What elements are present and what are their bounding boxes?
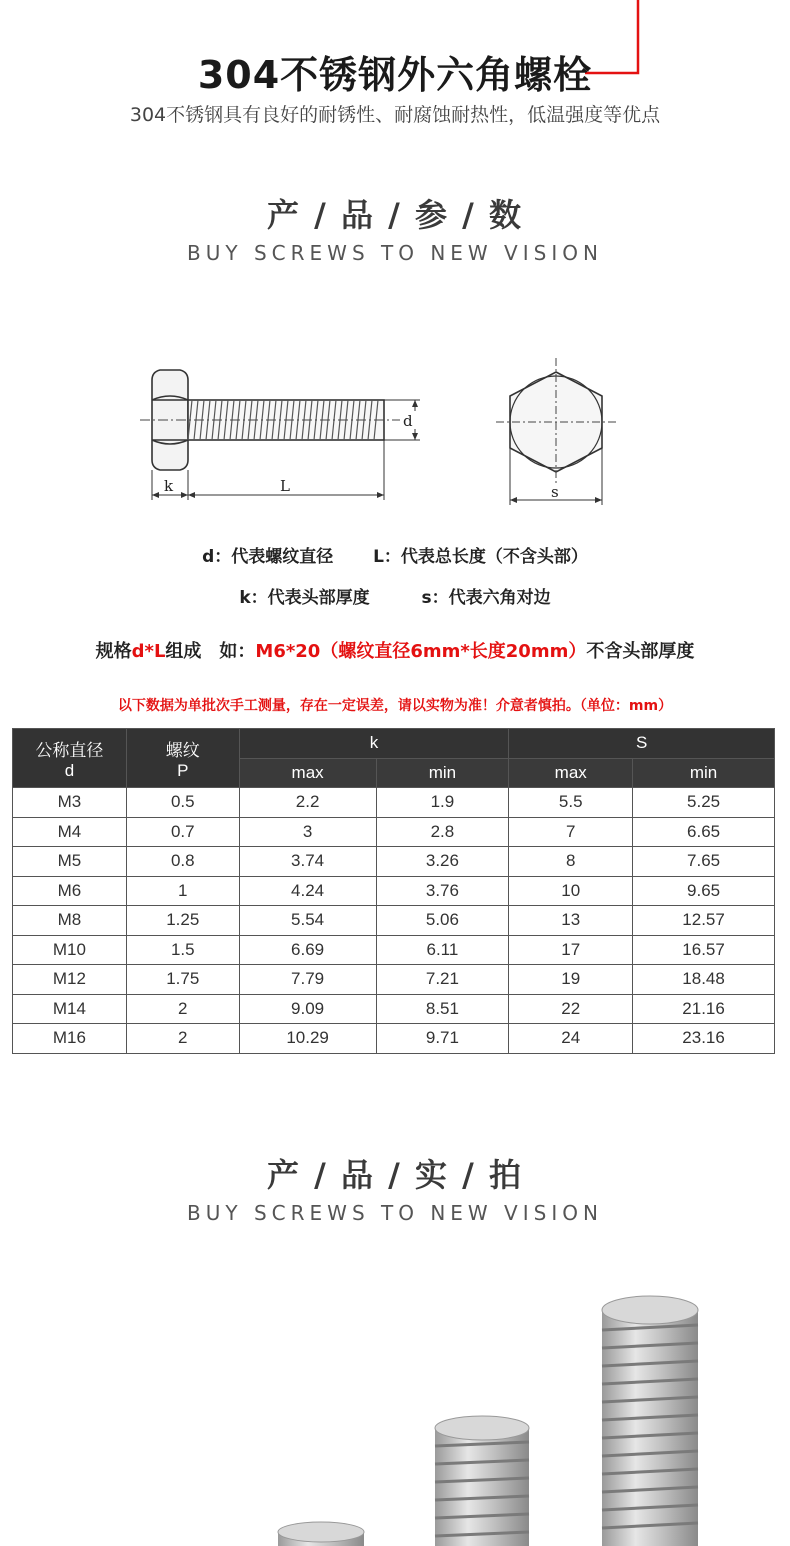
cell-pitch: 0.8 bbox=[126, 847, 239, 877]
table-row bbox=[13, 847, 775, 877]
header-k-min: min bbox=[376, 758, 509, 788]
cell-s-max: 8 bbox=[509, 847, 633, 877]
cell-diameter: M16 bbox=[13, 1024, 127, 1054]
cell-k-min: 5.06 bbox=[376, 906, 509, 936]
cell-s-min: 23.16 bbox=[633, 1024, 775, 1054]
label-d: d bbox=[403, 412, 413, 430]
cell-diameter: M6 bbox=[13, 876, 127, 906]
header-diameter-label: 公称直径 bbox=[35, 740, 104, 760]
cell-s-max: 19 bbox=[509, 965, 633, 995]
spec-description bbox=[0, 637, 790, 663]
cell-pitch: 0.5 bbox=[126, 788, 239, 818]
bolt-large bbox=[602, 1296, 698, 1546]
cell-k-min: 8.51 bbox=[376, 994, 509, 1024]
cell-s-max: 13 bbox=[509, 906, 633, 936]
measurement-note: 以下数据为单批次手工测量，存在一定误差，请以实物为准！介意者慎拍。（单位：mm） bbox=[117, 698, 673, 714]
cell-diameter: M5 bbox=[13, 847, 127, 877]
cell-pitch: 1.25 bbox=[126, 906, 239, 936]
header-k: k bbox=[239, 729, 509, 759]
header-diameter-symbol: d bbox=[64, 760, 75, 780]
cell-k-min: 3.26 bbox=[376, 847, 509, 877]
cell-s-max: 24 bbox=[509, 1024, 633, 1054]
cell-k-max: 9.09 bbox=[239, 994, 376, 1024]
cell-diameter: M12 bbox=[13, 965, 127, 995]
cell-k-max: 3 bbox=[239, 817, 376, 847]
cell-s-min: 18.48 bbox=[633, 965, 775, 995]
spec-suffix: 不含头部厚度 bbox=[586, 641, 695, 662]
definition-k: k：代表头部厚度 bbox=[239, 588, 370, 608]
bolt-small bbox=[278, 1522, 364, 1546]
table-row bbox=[13, 935, 775, 965]
definition-s: s：代表六角对边 bbox=[421, 588, 551, 608]
cell-k-max: 2.2 bbox=[239, 788, 376, 818]
spec-prefix: 规格 bbox=[95, 641, 132, 662]
table-row bbox=[13, 1024, 775, 1054]
cell-pitch: 1.5 bbox=[126, 935, 239, 965]
definitions-row-1 bbox=[0, 542, 790, 567]
cell-s-max: 17 bbox=[509, 935, 633, 965]
page-title: 304不锈钢外六角螺栓 bbox=[197, 53, 593, 97]
cell-s-max: 5.5 bbox=[509, 788, 633, 818]
header-pitch-label: 螺纹 bbox=[165, 740, 200, 760]
cell-pitch: 2 bbox=[126, 1024, 239, 1054]
cell-diameter: M14 bbox=[13, 994, 127, 1024]
cell-s-max: 7 bbox=[509, 817, 633, 847]
spec-middle: 组成 如： bbox=[165, 641, 256, 662]
cell-k-min: 7.21 bbox=[376, 965, 509, 995]
cell-k-max: 10.29 bbox=[239, 1024, 376, 1054]
label-L: L bbox=[280, 477, 290, 495]
cell-k-min: 1.9 bbox=[376, 788, 509, 818]
spec-example: M6*20（螺纹直径6mm*长度20mm） bbox=[255, 641, 587, 662]
definition-L: L：代表总长度（不含头部） bbox=[373, 547, 588, 567]
cell-k-max: 6.69 bbox=[239, 935, 376, 965]
cell-k-max: 5.54 bbox=[239, 906, 376, 936]
cell-diameter: M3 bbox=[13, 788, 127, 818]
table-row bbox=[13, 788, 775, 818]
cell-s-min: 5.25 bbox=[633, 788, 775, 818]
cell-diameter: M10 bbox=[13, 935, 127, 965]
cell-k-min: 2.8 bbox=[376, 817, 509, 847]
cell-k-min: 3.76 bbox=[376, 876, 509, 906]
cell-k-max: 3.74 bbox=[239, 847, 376, 877]
section-params-title: 产 / 品 / 参 / 数 bbox=[267, 196, 523, 234]
header-s-min: min bbox=[633, 758, 775, 788]
cell-pitch: 1 bbox=[126, 876, 239, 906]
bolt-diagram bbox=[0, 300, 790, 520]
header-s-max: max bbox=[509, 758, 633, 788]
product-photo bbox=[0, 1280, 790, 1546]
cell-s-min: 7.65 bbox=[633, 847, 775, 877]
bolt-medium bbox=[435, 1416, 529, 1546]
cell-s-min: 9.65 bbox=[633, 876, 775, 906]
cell-s-min: 12.57 bbox=[633, 906, 775, 936]
table-row bbox=[13, 994, 775, 1024]
section-params-subtitle: BUY SCREWS TO NEW VISION bbox=[187, 241, 603, 265]
header-diameter bbox=[13, 729, 127, 788]
header-s: S bbox=[509, 729, 775, 759]
cell-pitch: 0.7 bbox=[126, 817, 239, 847]
section-photos-subtitle: BUY SCREWS TO NEW VISION bbox=[187, 1201, 603, 1225]
cell-s-min: 16.57 bbox=[633, 935, 775, 965]
cell-pitch: 1.75 bbox=[126, 965, 239, 995]
spec-dl: d*L bbox=[131, 641, 166, 662]
table-row bbox=[13, 965, 775, 995]
cell-s-min: 6.65 bbox=[633, 817, 775, 847]
definition-d: d：代表螺纹直径 bbox=[202, 547, 334, 567]
label-k: k bbox=[164, 477, 174, 495]
spec-table bbox=[12, 728, 775, 1054]
cell-k-max: 4.24 bbox=[239, 876, 376, 906]
table-row bbox=[13, 906, 775, 936]
table-row bbox=[13, 817, 775, 847]
cell-s-max: 22 bbox=[509, 994, 633, 1024]
label-s: s bbox=[551, 483, 559, 501]
cell-k-min: 9.71 bbox=[376, 1024, 509, 1054]
cell-s-max: 10 bbox=[509, 876, 633, 906]
cell-diameter: M8 bbox=[13, 906, 127, 936]
section-photos-title: 产 / 品 / 实 / 拍 bbox=[267, 1156, 523, 1194]
page-subtitle: 304不锈钢具有良好的耐锈性、耐腐蚀耐热性，低温强度等优点 bbox=[129, 104, 661, 126]
header-k-max: max bbox=[239, 758, 376, 788]
cell-diameter: M4 bbox=[13, 817, 127, 847]
cell-s-min: 21.16 bbox=[633, 994, 775, 1024]
cell-pitch: 2 bbox=[126, 994, 239, 1024]
cell-k-min: 6.11 bbox=[376, 935, 509, 965]
table-body bbox=[13, 788, 775, 1054]
cell-k-max: 7.79 bbox=[239, 965, 376, 995]
header-pitch bbox=[126, 729, 239, 788]
table-row bbox=[13, 876, 775, 906]
definitions-row-2 bbox=[0, 583, 790, 608]
header-pitch-symbol: P bbox=[177, 760, 189, 780]
